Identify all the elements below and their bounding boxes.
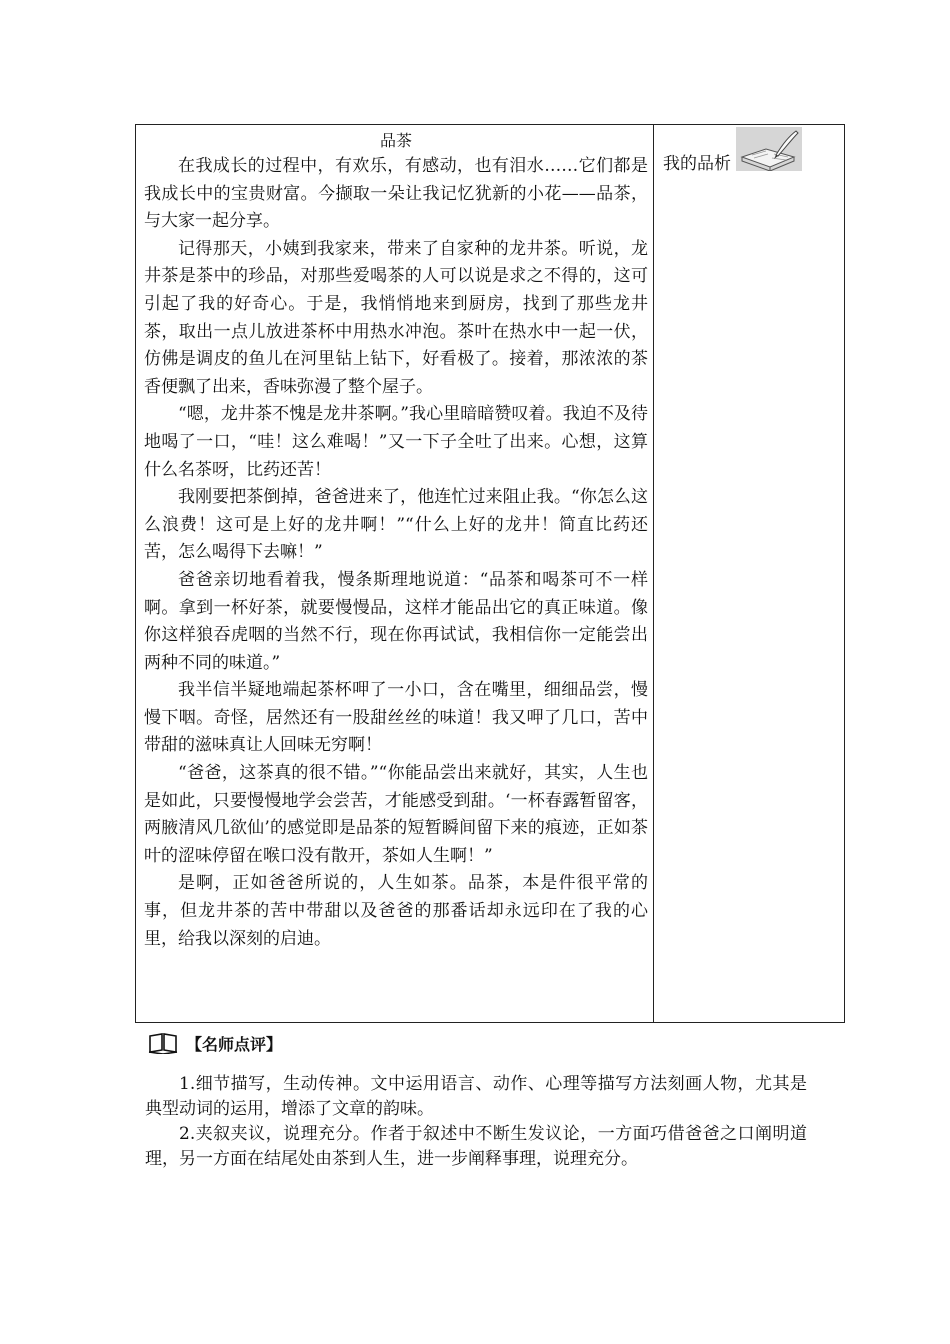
- essay-cell: [144, 129, 648, 953]
- essay-paragraph: 爸爸亲切地看着我，慢条斯理地说道：“品茶和喝茶可不一样啊。拿到一杯好茶，就要慢慢品，这样才能品出它的真正味道。像你这样狼吞虎咽的当然不行，现在你再试试，我相信你一定能尝出两种不同的味道。”: [144, 569, 648, 673]
- column-divider: [653, 125, 654, 1022]
- essay-paragraph: 我半信半疑地端起茶杯呷了一小口，含在嘴里，细细品尝，慢慢下咽。奇怪，居然还有一股甜丝丝的味道！我又呷了几口，苦中带甜的滋味真让人回味无穷啊！: [144, 680, 648, 756]
- review-item: 2.夹叙夹议，说理充分。作者于叙述中不断生发议论，一方面巧借爸爸之口阐明道理，另一方面在结尾处由茶到人生，进一步阐释事理，说理充分。: [145, 1124, 807, 1169]
- review-body: [145, 1072, 807, 1172]
- essay-title: 品茶: [379, 131, 412, 150]
- my-analysis-label: 我的品析: [663, 154, 731, 174]
- quill-book-icon: [736, 127, 802, 171]
- essay-table: [135, 124, 845, 1023]
- open-book-icon: [148, 1032, 178, 1054]
- review-item: 1.细节描写，生动传神。文中运用语言、动作、心理等描写方法刻画人物，尤其是典型动词的运用，增添了文章的韵味。: [145, 1074, 807, 1119]
- essay-paragraph: “爸爸，这茶真的很不错。”“你能品尝出来就好，其实，人生也是如此，只要慢慢地学会尝苦，才能感受到甜。‘一杯春露暂留客，两腋清风几欲仙’的感觉即是品茶的短暂瞬间留下来的痕迹，正如茶叶的涩味停留在喉口没有散开，茶如人生啊！”: [144, 763, 648, 866]
- essay-paragraph: 记得那天，小姨到我家来，带来了自家种的龙井茶。听说，龙井茶是茶中的珍品，对那些爱喝茶的人可以说是求之不得的，这可引起了我的好奇心。于是，我悄悄地来到厨房，找到了那些龙井茶，取出一点儿放进茶杯中用热水冲泡。茶叶在热水中一起一伏，仿佛是调皮的鱼儿在河里钻上钻下，好看极了。接着，那浓浓的茶香便飘了出来，香味弥漫了整个屋子。: [144, 238, 648, 397]
- essay-paragraph: 我刚要把茶倒掉，爸爸进来了，他连忙过来阻止我。“你怎么这么浪费！这可是上好的龙井啊！”“什么上好的龙井！简直比药还苦，怎么喝得下去嘛！”: [144, 487, 648, 563]
- essay-paragraph: 在我成长的过程中，有欢乐，有感动，也有泪水……它们都是我成长中的宝贵财富。今撷取一朵让我记忆犹新的小花——品茶，与大家一起分享。: [144, 156, 648, 232]
- review-heading: 【名师点评】: [186, 1034, 283, 1054]
- essay-paragraph: 是啊，正如爸爸所说的，人生如茶。品茶，本是件很平常的事，但龙井茶的苦中带甜以及爸爸的那番话却永远印在了我的心里，给我以深刻的启迪。: [144, 873, 648, 949]
- review-header: [148, 1030, 282, 1056]
- essay-paragraph: “嗯，龙井茶不愧是龙井茶啊。”我心里暗暗赞叹着。我迫不及待地喝了一口，“哇！这么难喝！”又一下子全吐了出来。心想，这算什么名茶呀，比药还苦！: [144, 404, 648, 480]
